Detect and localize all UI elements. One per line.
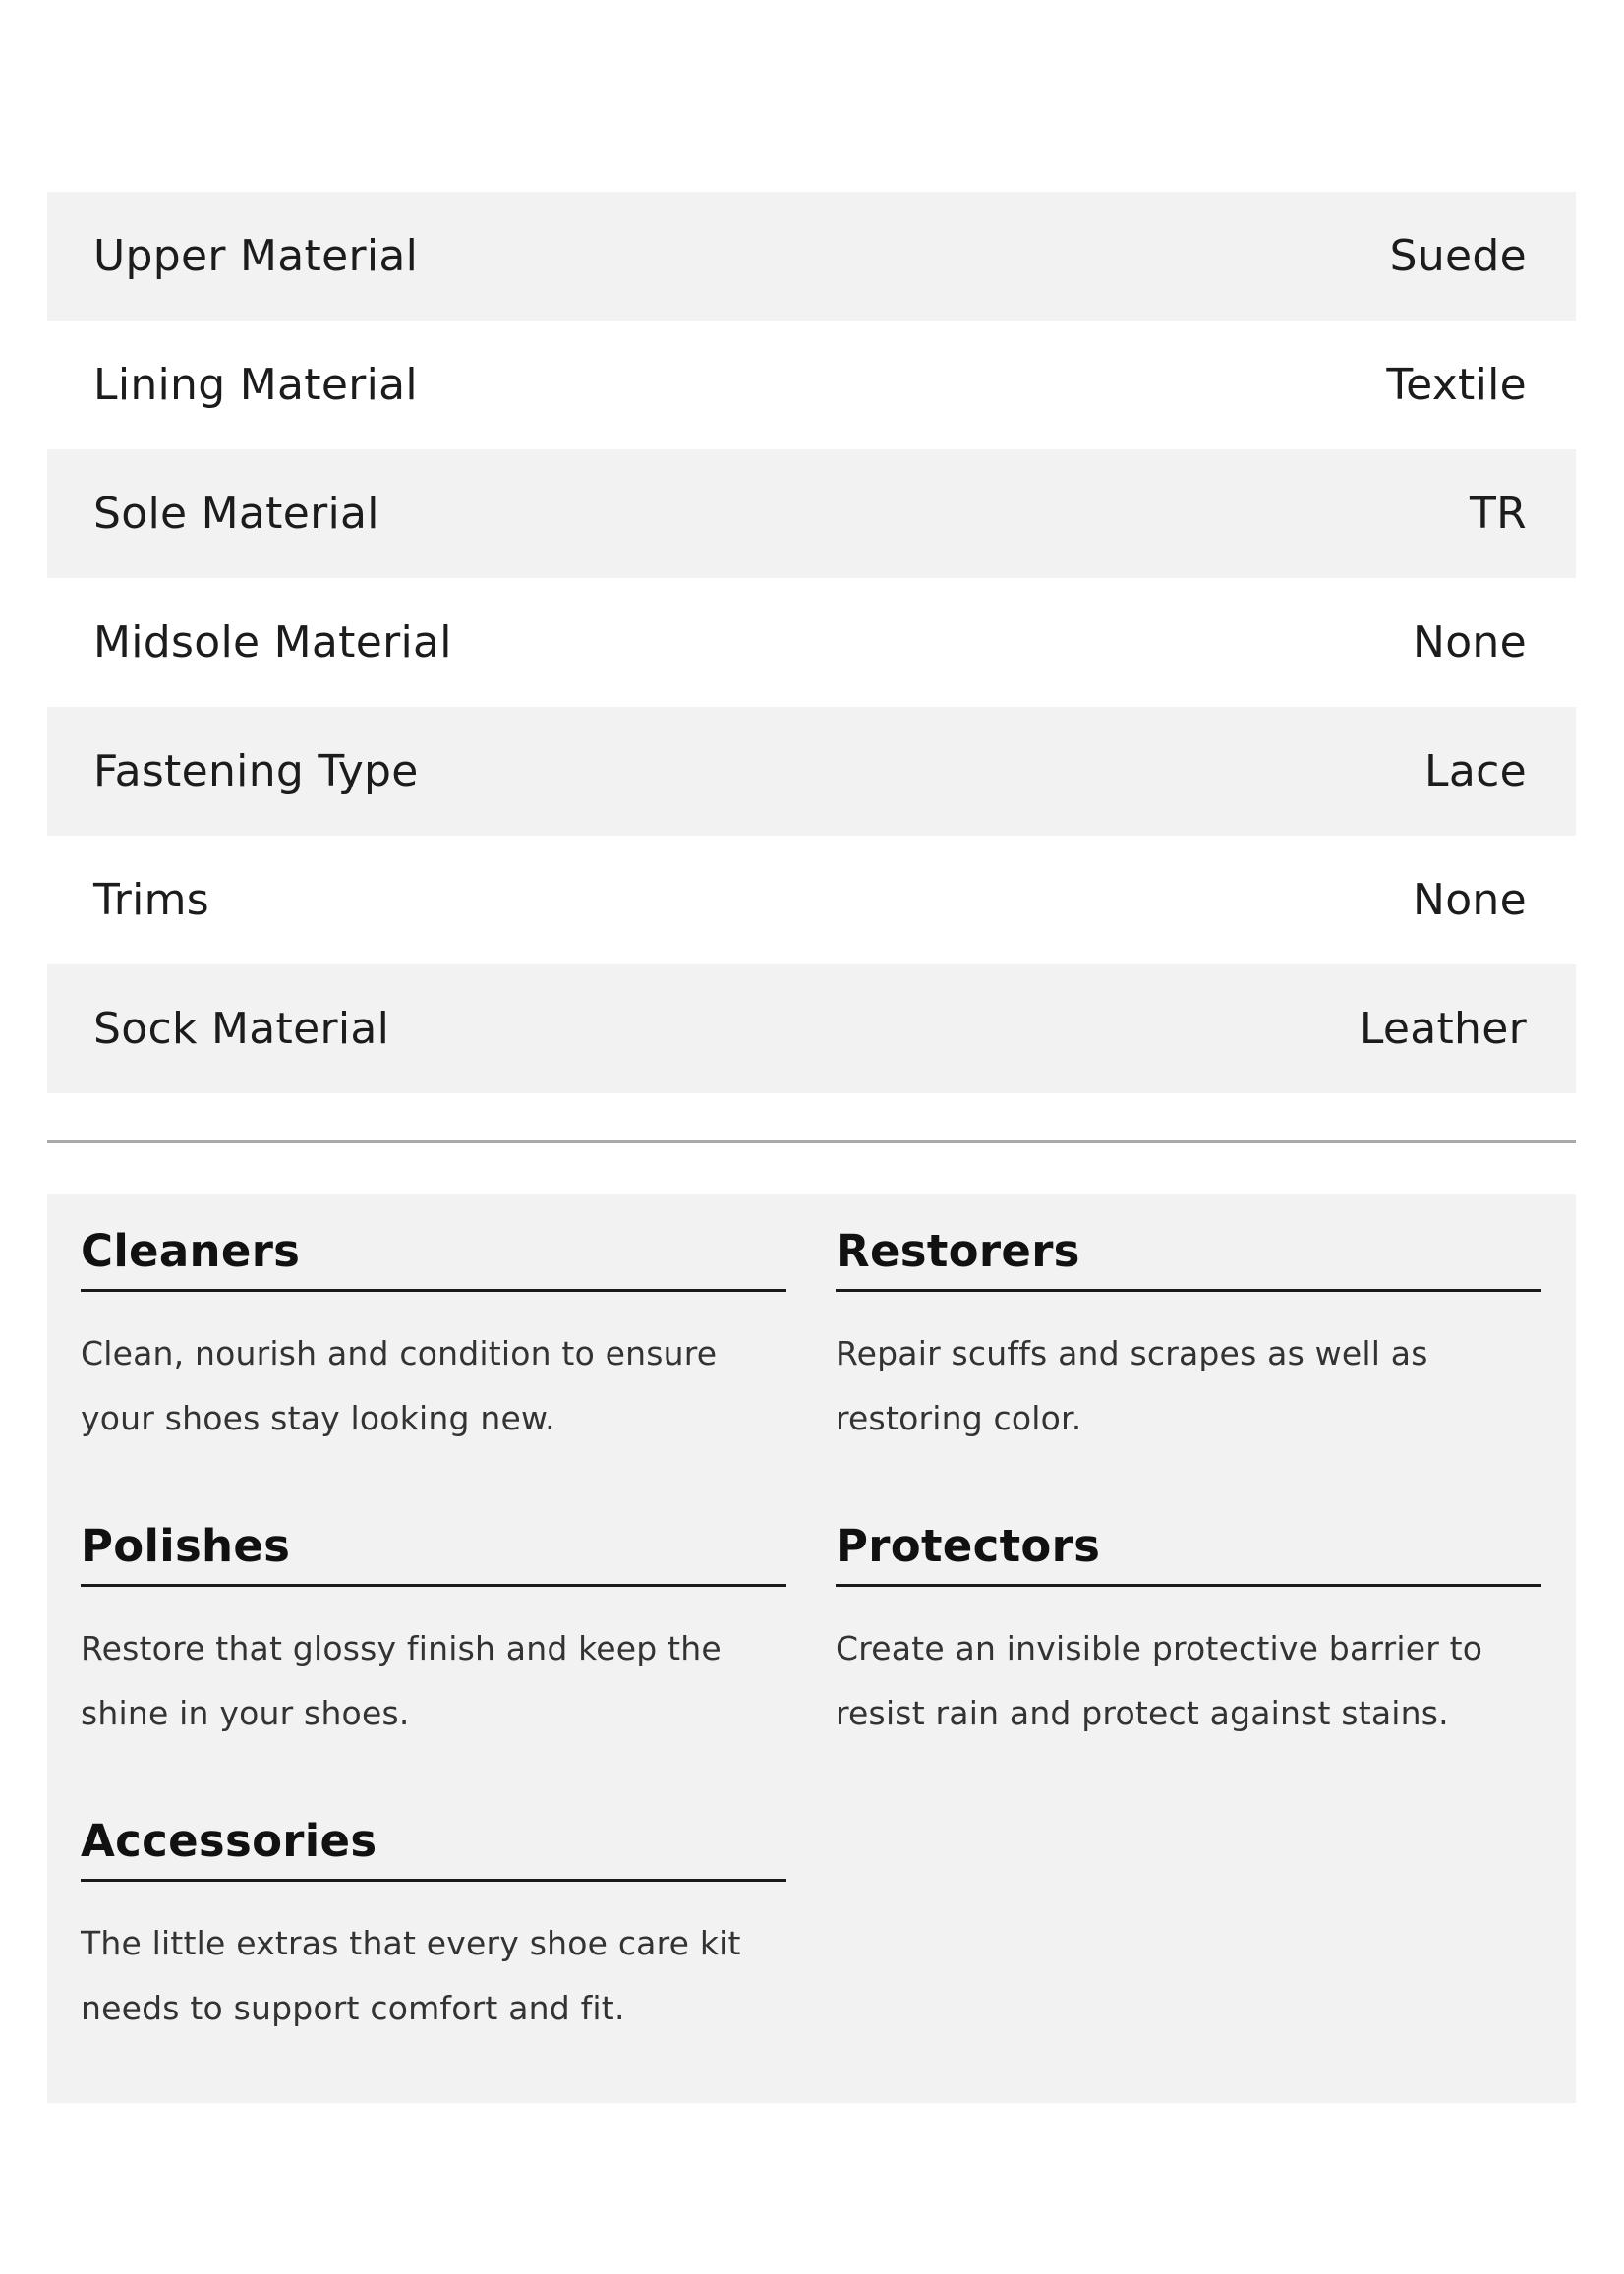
- spec-value: None: [1413, 617, 1527, 668]
- spec-row-upper-material: [47, 192, 1576, 321]
- care-card-restorers[interactable]: [836, 1194, 1541, 1451]
- spec-row-sole-material: [47, 449, 1576, 578]
- spec-label: Midsole Material: [93, 617, 452, 668]
- shoe-care-panel: [47, 1194, 1576, 2103]
- care-card-title[interactable]: Cleaners: [81, 1194, 786, 1292]
- care-card-polishes[interactable]: [81, 1488, 786, 1746]
- spec-label: Fastening Type: [93, 746, 419, 796]
- care-card-description: Create an invisible protective barrier to resist rain and protect against stains.: [836, 1629, 1483, 1732]
- spec-row-trims: [47, 836, 1576, 964]
- spec-value: Textile: [1386, 360, 1527, 410]
- section-divider: [47, 1140, 1576, 1143]
- spec-value: Suede: [1389, 231, 1527, 281]
- spec-label: Upper Material: [93, 231, 419, 281]
- care-card-cleaners[interactable]: [81, 1194, 786, 1451]
- care-card-description: The little extras that every shoe care kit needs to support comfort and fit.: [81, 1924, 741, 2027]
- care-card-title[interactable]: Restorers: [836, 1194, 1541, 1292]
- care-card-title[interactable]: Protectors: [836, 1488, 1541, 1587]
- spec-value: TR: [1469, 489, 1527, 539]
- spec-label: Sock Material: [93, 1004, 390, 1054]
- spec-row-sock-material: [47, 964, 1576, 1093]
- spec-row-fastening-type: [47, 707, 1576, 836]
- spec-value: Leather: [1359, 1004, 1527, 1054]
- care-card-title[interactable]: Accessories: [81, 1783, 786, 1882]
- spec-row-midsole-material: [47, 578, 1576, 707]
- care-card-accessories[interactable]: [81, 1783, 786, 2041]
- spec-label: Sole Material: [93, 489, 379, 539]
- spec-value: Lace: [1424, 746, 1527, 796]
- product-specs-table: [47, 192, 1576, 1093]
- spec-label: Trims: [93, 875, 210, 925]
- spec-label: Lining Material: [93, 360, 418, 410]
- care-card-title[interactable]: Polishes: [81, 1488, 786, 1587]
- care-card-description: Repair scuffs and scrapes as well as restoring color.: [836, 1334, 1428, 1437]
- spec-row-lining-material: [47, 321, 1576, 449]
- spec-value: None: [1413, 875, 1527, 925]
- care-card-description: Clean, nourish and condition to ensure your shoes stay looking new.: [81, 1334, 718, 1437]
- care-card-description: Restore that glossy finish and keep the shine in your shoes.: [81, 1629, 722, 1732]
- care-card-protectors[interactable]: [836, 1488, 1541, 1746]
